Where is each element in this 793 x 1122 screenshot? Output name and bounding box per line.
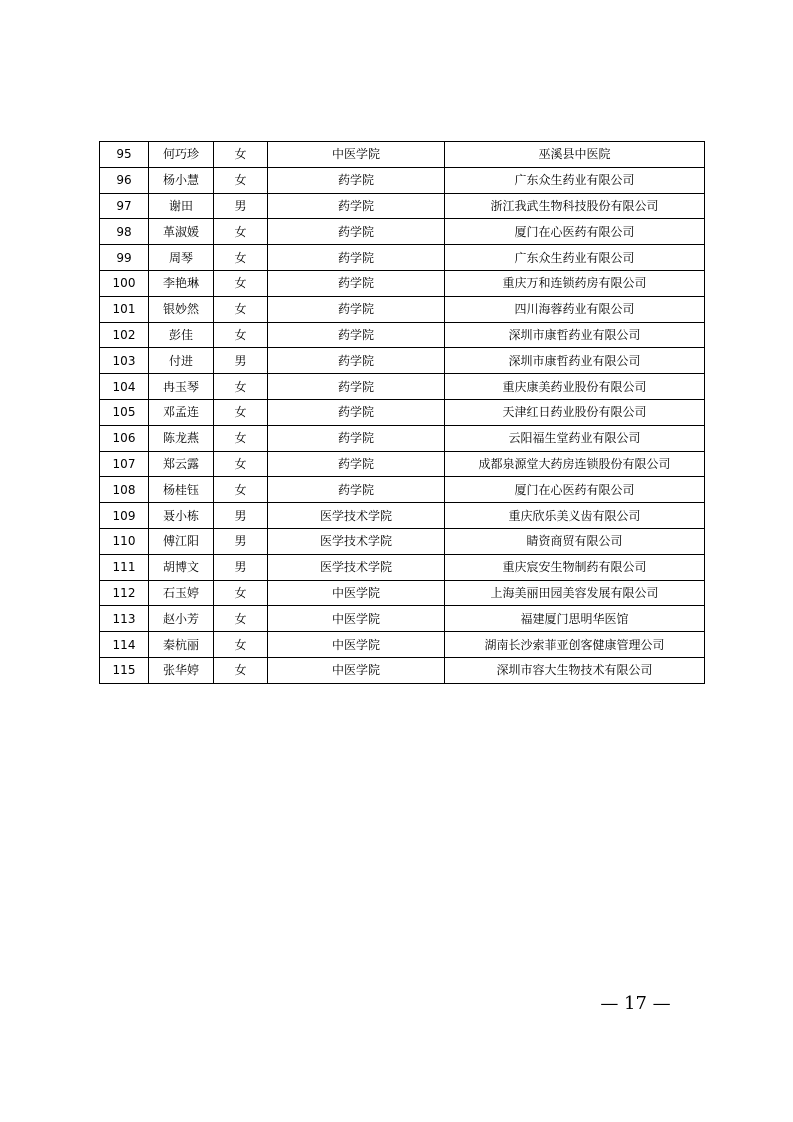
company-cell: 重庆宸安生物制药有限公司 [445,554,705,580]
table-row [100,632,705,658]
gender-cell: 女 [214,425,268,451]
company-cell: 广东众生药业有限公司 [445,167,705,193]
row-number-cell: 107 [100,451,149,477]
row-number-cell: 96 [100,167,149,193]
table-row [100,219,705,245]
gender-cell: 男 [214,348,268,374]
college-cell: 药学院 [268,167,445,193]
name-cell: 郑云露 [149,451,214,477]
page-number: — 17 — [600,993,671,1014]
gender-cell: 男 [214,503,268,529]
table-row [100,142,705,168]
graduate-employment-table [99,141,705,684]
table-row [100,477,705,503]
gender-cell: 女 [214,374,268,400]
college-cell: 中医学院 [268,632,445,658]
row-number-cell: 103 [100,348,149,374]
company-cell: 重庆康美药业股份有限公司 [445,374,705,400]
table-row [100,451,705,477]
table-row [100,425,705,451]
name-cell: 聂小栋 [149,503,214,529]
table-row [100,580,705,606]
college-cell: 药学院 [268,399,445,425]
company-cell: 睛资商贸有限公司 [445,528,705,554]
company-cell: 成都泉源堂大药房连锁股份有限公司 [445,451,705,477]
college-cell: 药学院 [268,477,445,503]
college-cell: 医学技术学院 [268,554,445,580]
college-cell: 中医学院 [268,606,445,632]
name-cell: 银妙然 [149,296,214,322]
gender-cell: 男 [214,193,268,219]
company-cell: 湖南长沙索菲亚创客健康管理公司 [445,632,705,658]
company-cell: 重庆欣乐美义齿有限公司 [445,503,705,529]
gender-cell: 女 [214,399,268,425]
gender-cell: 女 [214,142,268,168]
name-cell: 冉玉琴 [149,374,214,400]
table-row [100,270,705,296]
gender-cell: 女 [214,322,268,348]
row-number-cell: 108 [100,477,149,503]
college-cell: 医学技术学院 [268,503,445,529]
row-number-cell: 104 [100,374,149,400]
gender-cell: 女 [214,167,268,193]
name-cell: 秦杭丽 [149,632,214,658]
table-row [100,606,705,632]
college-cell: 药学院 [268,245,445,271]
name-cell: 彭佳 [149,322,214,348]
row-number-cell: 101 [100,296,149,322]
row-number-cell: 95 [100,142,149,168]
row-number-cell: 106 [100,425,149,451]
company-cell: 云阳福生堂药业有限公司 [445,425,705,451]
company-cell: 深圳市康哲药业有限公司 [445,348,705,374]
name-cell: 革淑媛 [149,219,214,245]
college-cell: 药学院 [268,270,445,296]
college-cell: 医学技术学院 [268,528,445,554]
row-number-cell: 115 [100,657,149,683]
table-row [100,503,705,529]
row-number-cell: 97 [100,193,149,219]
company-cell: 深圳市容大生物技术有限公司 [445,657,705,683]
table-row [100,528,705,554]
gender-cell: 男 [214,528,268,554]
name-cell: 周琴 [149,245,214,271]
college-cell: 中医学院 [268,657,445,683]
company-cell: 上海美丽田园美容发展有限公司 [445,580,705,606]
company-cell: 深圳市康哲药业有限公司 [445,322,705,348]
name-cell: 何巧珍 [149,142,214,168]
table-row [100,348,705,374]
college-cell: 药学院 [268,425,445,451]
name-cell: 邓孟连 [149,399,214,425]
row-number-cell: 109 [100,503,149,529]
name-cell: 石玉婷 [149,580,214,606]
row-number-cell: 99 [100,245,149,271]
name-cell: 李艳琳 [149,270,214,296]
table-row [100,193,705,219]
company-cell: 重庆万和连锁药房有限公司 [445,270,705,296]
college-cell: 药学院 [268,451,445,477]
gender-cell: 女 [214,245,268,271]
row-number-cell: 100 [100,270,149,296]
gender-cell: 女 [214,451,268,477]
table-row [100,374,705,400]
name-cell: 赵小芳 [149,606,214,632]
row-number-cell: 105 [100,399,149,425]
gender-cell: 女 [214,606,268,632]
company-cell: 厦门在心医药有限公司 [445,219,705,245]
row-number-cell: 114 [100,632,149,658]
table-body [100,142,705,684]
college-cell: 药学院 [268,322,445,348]
row-number-cell: 112 [100,580,149,606]
college-cell: 药学院 [268,219,445,245]
gender-cell: 女 [214,296,268,322]
row-number-cell: 111 [100,554,149,580]
name-cell: 胡博文 [149,554,214,580]
college-cell: 药学院 [268,193,445,219]
college-cell: 药学院 [268,374,445,400]
row-number-cell: 110 [100,528,149,554]
company-cell: 广东众生药业有限公司 [445,245,705,271]
company-cell: 天津红日药业股份有限公司 [445,399,705,425]
gender-cell: 女 [214,477,268,503]
name-cell: 杨桂钰 [149,477,214,503]
name-cell: 谢田 [149,193,214,219]
table-row [100,399,705,425]
company-cell: 厦门在心医药有限公司 [445,477,705,503]
name-cell: 付进 [149,348,214,374]
college-cell: 中医学院 [268,142,445,168]
company-cell: 浙江我武生物科技股份有限公司 [445,193,705,219]
college-cell: 药学院 [268,296,445,322]
name-cell: 傅江阳 [149,528,214,554]
company-cell: 巫溪县中医院 [445,142,705,168]
gender-cell: 女 [214,219,268,245]
gender-cell: 女 [214,580,268,606]
gender-cell: 男 [214,554,268,580]
row-number-cell: 98 [100,219,149,245]
college-cell: 药学院 [268,348,445,374]
gender-cell: 女 [214,632,268,658]
row-number-cell: 102 [100,322,149,348]
gender-cell: 女 [214,657,268,683]
table-row [100,296,705,322]
gender-cell: 女 [214,270,268,296]
table-row [100,245,705,271]
table-row [100,322,705,348]
row-number-cell: 113 [100,606,149,632]
college-cell: 中医学院 [268,580,445,606]
company-cell: 福建厦门思明华医馆 [445,606,705,632]
name-cell: 张华婷 [149,657,214,683]
company-cell: 四川海蓉药业有限公司 [445,296,705,322]
name-cell: 杨小慧 [149,167,214,193]
table-row [100,167,705,193]
table-row [100,657,705,683]
table-row [100,554,705,580]
name-cell: 陈龙燕 [149,425,214,451]
